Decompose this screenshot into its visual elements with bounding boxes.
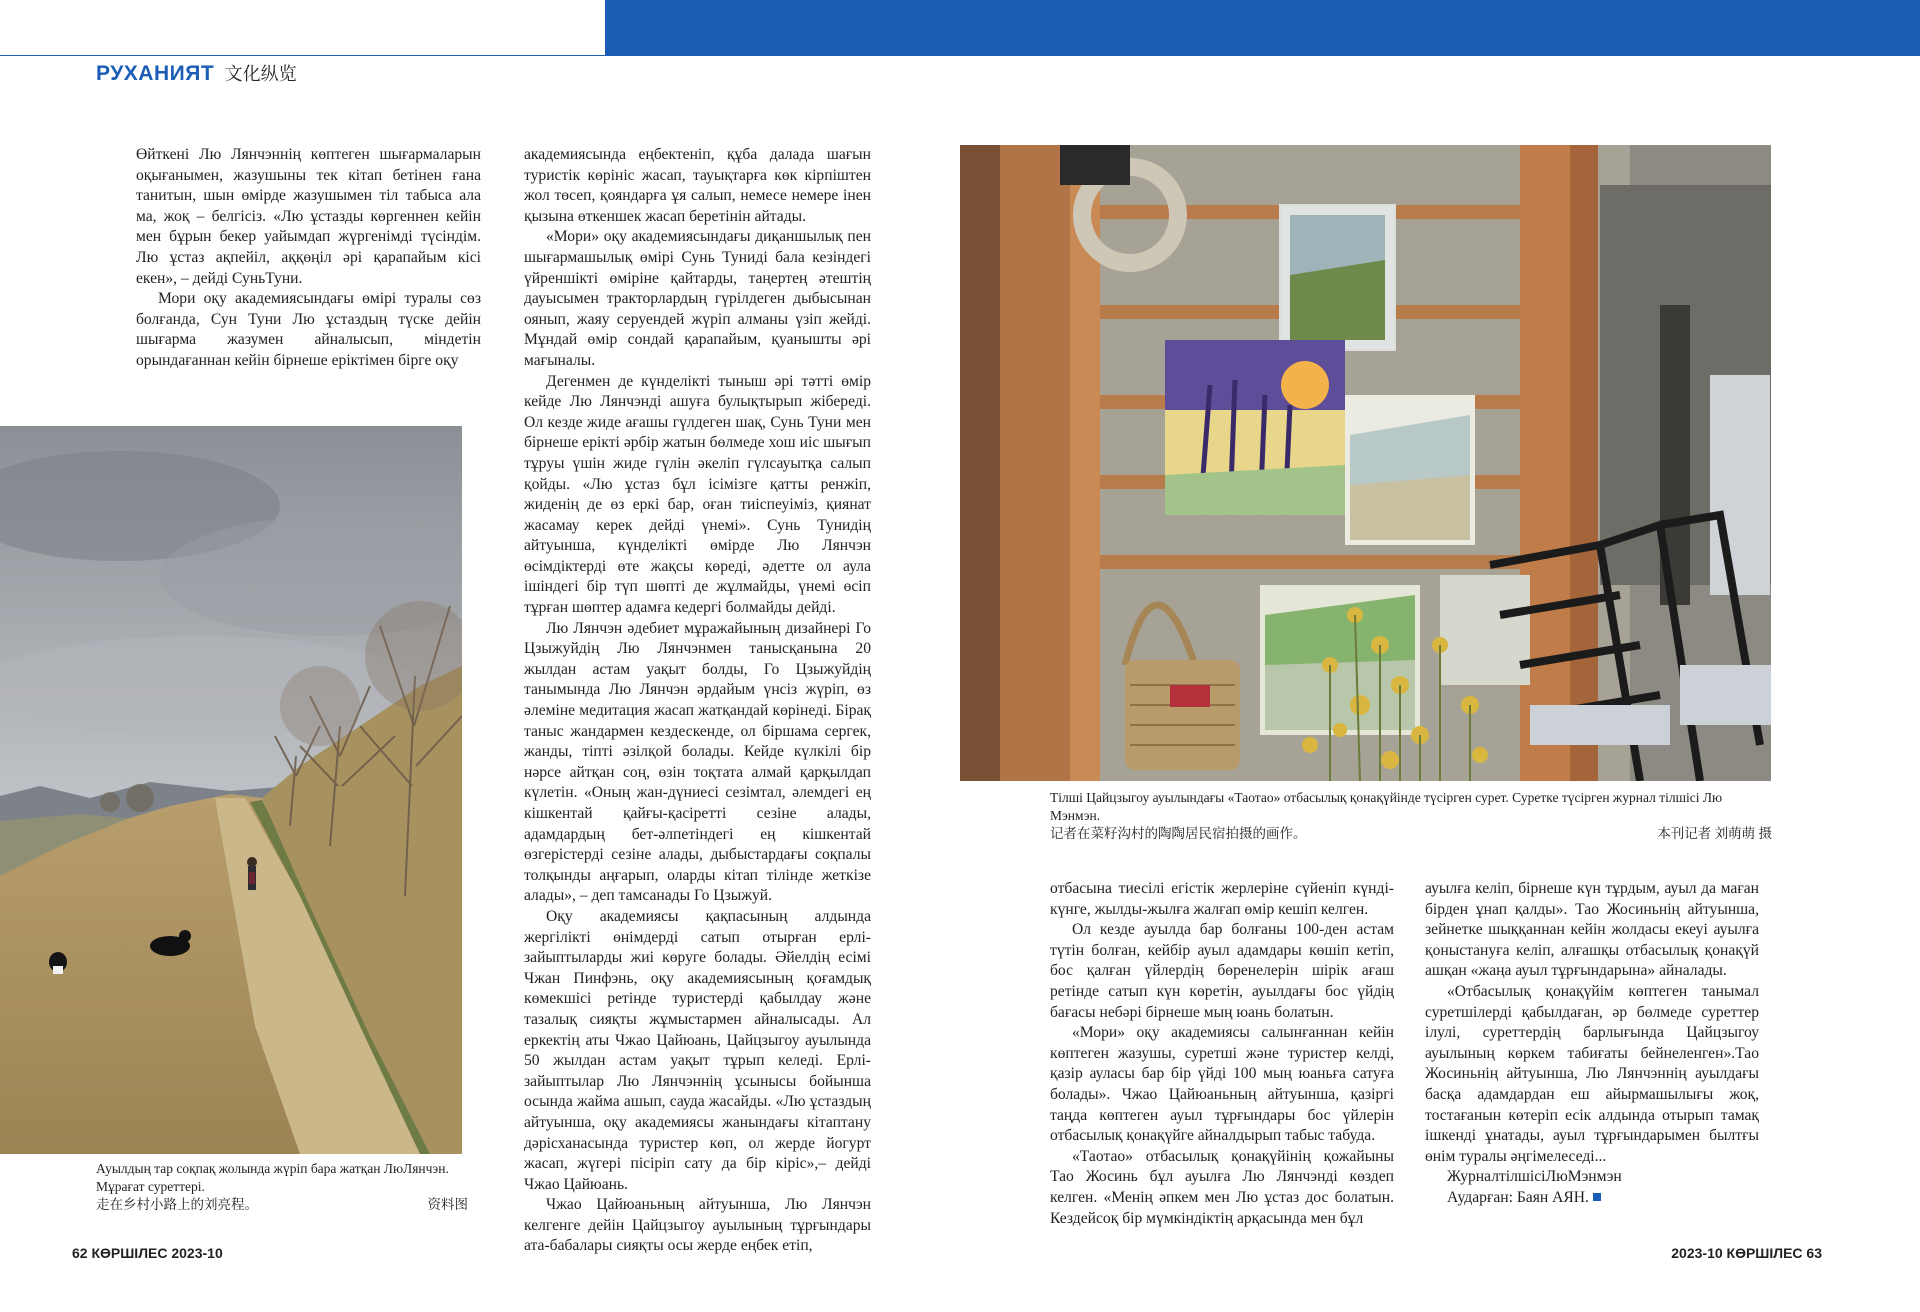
author-line: ЖурналтілшісіЛюМэнмэн xyxy=(1447,1168,1622,1186)
guesthouse-paintings-photo xyxy=(960,145,1771,781)
paragraph: ауылға келіп, бірнеше күн тұрдым, ауыл да маған бірден ұнап қалды». Тао Жосиньнің айтуынша, зейнетке шыққаннан кейін жолдасы екеуі ауылға қоныстануға келіп, алғашқы отбасылық қонақүй ашқан «жаңа ауыл тұрғындарына» айналады. xyxy=(1425,880,1759,980)
paragraph: академиясында еңбектеніп, құба далада шағын туристік көрініс жасап, тауықтарға көк кірпіштен жол төсеп, қояндарға ұя салып, немесе немере інен қызына өткеншек жасап беретінін айтады. xyxy=(524,146,871,225)
paragraph: Мори оқу академиясындағы өмірі туралы сөз болғанда, Сун Туни Лю ұстаздың түске дейін шығарма жазумен айналысып, міндетін орындағаннан кейін бірнеше еріктімен бірге оқу xyxy=(136,290,481,369)
caption-text-zh: 走在乡村小路上的刘亮程。 xyxy=(96,1197,258,1212)
folio-right: 2023-10 КӨРШІЛЕС 63 xyxy=(1671,1245,1822,1261)
text-column-2 xyxy=(524,145,871,1257)
caption-text-kk: Тілші Цайцзыгоу ауылындағы «Таотао» отбасылық қонақүйінде түсірген сурет. Суретке түсірген журнал тілшісі Лю Мэнмэн. xyxy=(1050,790,1723,823)
text-column-1 xyxy=(136,145,481,372)
village-path-photo xyxy=(0,426,462,1154)
photo-caption-right xyxy=(1050,789,1772,843)
end-mark-icon xyxy=(1593,1193,1601,1201)
section-title xyxy=(96,60,297,86)
paragraph: Оқу академиясы қақпасының алдында жергілікті өнімдерді сатып отырған ерлі-зайыптыларды жиі көруге болады. Әйелдің есімі Чжан Пинфэнь, оқу академиясының қоғамдық көмекшісі ретінде туристерді қабылдау және тазалық сияқты жұмыстармен айналысады. Ал еркектің аты Чжао Цайюань, Цайцзыгоу ауылында 50 жылдан астам уақыт тұрып келеді. Ерлі-зайыптылар Лю Лянчэннің ұсынысы бойынша осында жайма ашып, сауда жасайды. «Лю ұстаздың айтуынша, оқу академиясы жанындағы кітаптану дәрісханасында туристер көп, ол жерде йогурт жасап, жүгері пісіріп сату да бір кіріс»,– дейді Чжао Цайюань. xyxy=(524,907,871,1193)
photo-caption-left xyxy=(96,1160,468,1214)
translator-text: Аударған: Баян АЯН. xyxy=(1447,1188,1589,1206)
text-column-4 xyxy=(1425,879,1759,1209)
paragraph: Ол кезде ауылда бар болғаны 100-ден астам түтін болған, кейбір ауыл адамдары көшіп кетіп, бос қалған үйлердің бөренелерін шірік ағаш ретінде сатып күн көретін, ауылдағы бос үйдің бағасы небәрі бірнеше мың юань болатын. xyxy=(1050,921,1394,1021)
text-column-3 xyxy=(1050,879,1394,1229)
top-bar xyxy=(0,0,1920,56)
paragraph: «Мори» оқу академиясындағы диқаншылық пен шығармашылық өмірі Сунь Туниді бала кезіндегі үйреншікті өміріне қайтарды, таңертең әтештің дауысымен тракторлардың гүрілдеген дыбысынан оянып, жаяу серуендей жүріп алманы үзіп жейді. Мұндай өмір сондай қарапайым, қуанышты әрі мағыналы. xyxy=(524,228,871,369)
caption-text-kk: Ауылдың тар соқпақ жолында жүріп бара жатқан ЛюЛянчэн. Мұрағат суреттері. xyxy=(96,1161,449,1194)
photo-credit: 本刊记者 刘萌萌 摄 xyxy=(1657,826,1772,841)
village-path-illustration xyxy=(0,426,462,1154)
translator-line xyxy=(1425,1188,1759,1209)
paragraph: отбасына тиесілі егістік жерлеріне сүйеніп күнді-күнге, жылды-жылға жалғап өмір кешіп келген. xyxy=(1050,880,1394,918)
section-title-zh: 文化纵览 xyxy=(224,64,297,84)
paragraph: «Отбасылық қонақүйім көптеген танымал суретшілерді қабылдаған, әр бөлмеде суреттер ілулі, суреттердің барлығында Цайцзыгоу ауылының көркем табиғаты бейнеленген».Тао Жосиньнің айтуынша, Лю Лянчэннің ауылдағы басқа адамдардан еш айырмашылығы жоқ, тостағанын көтеріп есік алдында отырып тамақ ішкенді ұнатады, ауыл тұрғындарымен былтғы өнім туралы әңгімелеседі... xyxy=(1425,982,1759,1165)
paragraph: Лю Лянчэн әдебиет мұражайының дизайнері Го Цзыжуйдің Лю Лянчэнмен танысқанына 20 жылдан астам уақыт болды, Го Цзыжуйдің танымында Лю Лянчэн әрдайым үнсіз жүріп, өз әлеміне медитация жасап жатқандай көрінеді. Бірақ таныс жандармен кездескенде, ол біршама сергек, жанды, тіпті әзілқой болады. Кейде күлкілі бір нәрсе айтқан соң, өзін тоқтата алмай қарқылдап күлетін. «Оның жан-дүниесі сезімтал, әлемдегі ең кішкентай қайғы-қасіретті сезіне алады, адамдардың бет-әлпетіндегі ең кішкентай өзгерістерді сезіне алады, дыбыстардағы соқпалы толқынды аңғарып, оларды кітап тілінде жеткізе алады», – деп тамсанады Го Цзыжуй. xyxy=(524,619,871,905)
paragraph: Чжао Цайюаньның айтуынша, Лю Лянчэн келгенге дейін Цайцзыгоу ауылының тұрғындары ата-бабалары сияқты осы жерде еңбек етіп, xyxy=(524,1196,871,1255)
folio-left: 62 КӨРШІЛЕС 2023-10 xyxy=(72,1245,223,1261)
paragraph: «Таотао» отбасылық қонақүйінің қожайыны Тао Жосинь бұл ауылға Лю Лянчэнді көздеп келген. «Менің әпкем мен Лю ұстаз дос болатын. Кездейсоқ бір мүмкіндіктің арқасында мен бұл xyxy=(1050,1147,1394,1227)
photo-credit: 资料图 xyxy=(427,1197,468,1212)
paragraph: Дегенмен де күнделікті тыныш әрі тәтті өмір кейде Лю Лянчэнді ашуға булықтырып жібереді. Ол кезде жиде ағашы гүлдеген шақ, Сунь Туни мен бірнеше ерікті әрбір жатын бөлмеде хош иіс шығып тұруы үшін жиде гүлін әкеліп гүлсауытқа салып қойды. «Лю ұстаз бұл ісімізге қатты ренжіп, жиденің де өз еркі бар, оған тиіспеуіміз, қиянат жасамау керек дейді үнемі». Сунь Тунидің айтуынша, күнделікті өмірде Лю Лянчэн өсімдіктерді өте жақсы көреді, әдетте ол аула ішіндегі бір түп шөпті де жұлмайды, үнемі өсіп тұрған шөптер адамға кедергі болмайды дейді. xyxy=(524,372,871,617)
caption-text-zh: 记者在菜籽沟村的陶陶居民宿拍摄的画作。 xyxy=(1050,826,1307,841)
paragraph: «Мори» оқу академиясы салынғаннан кейін көптеген жазушы, суретші және туристер келді, қазір ауласы бар бір үйді 100 мың юаньға сатуға болады». Чжао Цайюаньның айтуынша, қазіргі таңда көптеген ауыл тұрғындары бос үйлерін отбасылық қонақүйге айналдырып табыс табуда. xyxy=(1050,1024,1394,1145)
header-band xyxy=(605,0,1920,56)
section-title-kk: РУХАНИЯТ xyxy=(96,62,215,85)
guesthouse-paintings-illustration xyxy=(960,145,1771,781)
header-rule xyxy=(0,55,605,56)
paragraph: Өйткені Лю Лянчэннің көптеген шығармаларын оқығанымен, жазушыны тек кітап бетінен ғана танитын, шын өмірде жазушымен тіл табыса ала ма, жоқ – белгісіз. «Лю ұстазды көргеннен кейін мен бұрын бекер уайымдап жүргенімді түсіндім. Лю ұстаз ақпейіл, аққөңіл әрі қарапайым кісі екен», – дейді СуньТуни. xyxy=(136,146,481,287)
